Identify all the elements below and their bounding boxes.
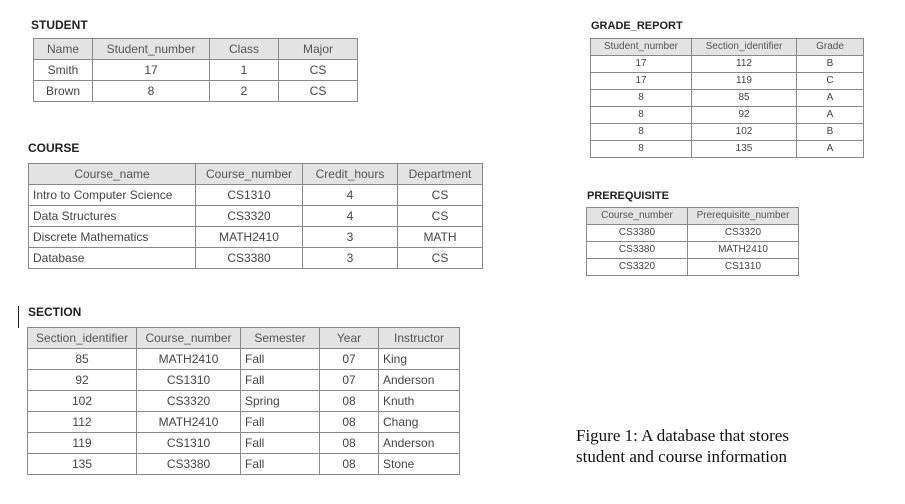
table-row: [29, 185, 483, 206]
cell: CS3380: [587, 242, 688, 259]
cell: 17: [93, 60, 210, 81]
caption-line-2: student and course information: [576, 447, 788, 466]
section-col-instructor: Instructor: [379, 328, 460, 349]
cell: Brown: [34, 81, 93, 102]
cell: 07: [320, 349, 379, 370]
cell: 2: [210, 81, 279, 102]
section-header-row: [28, 328, 460, 349]
cell: 119: [692, 73, 797, 90]
table-row: [587, 242, 799, 259]
cell: 08: [320, 412, 379, 433]
table-row: [28, 433, 460, 454]
grade-report-col-section-identifier: Section_identifier: [692, 39, 797, 56]
cell: Smith: [34, 60, 93, 81]
student-col-name: Name: [34, 39, 93, 60]
table-row: [591, 73, 864, 90]
cell: Fall: [241, 433, 320, 454]
table-row: [587, 259, 799, 276]
cell: 4: [303, 206, 398, 227]
cell: King: [379, 349, 460, 370]
student-title: STUDENT: [31, 18, 88, 32]
cell: C: [797, 73, 864, 90]
cell: CS: [398, 185, 483, 206]
table-row: [28, 349, 460, 370]
section-col-semester: Semester: [241, 328, 320, 349]
student-col-major: Major: [279, 39, 358, 60]
cell: CS3380: [196, 248, 303, 269]
table-row: [34, 81, 358, 102]
cell: 08: [320, 454, 379, 475]
cell: 8: [591, 124, 692, 141]
course-col-credit-hours: Credit_hours: [303, 164, 398, 185]
cell: CS: [398, 206, 483, 227]
cell: Fall: [241, 454, 320, 475]
table-row: [29, 227, 483, 248]
cell: 8: [591, 107, 692, 124]
cell: 08: [320, 391, 379, 412]
cell: A: [797, 90, 864, 107]
prerequisite-col-prerequisite-number: Prerequisite_number: [688, 208, 799, 225]
cell: CS: [398, 248, 483, 269]
table-row: [28, 412, 460, 433]
cell: Fall: [241, 349, 320, 370]
cell: Stone: [379, 454, 460, 475]
cell: 112: [692, 56, 797, 73]
course-table: [28, 163, 483, 269]
cell: 3: [303, 227, 398, 248]
cell: 119: [28, 433, 137, 454]
cell: CS1310: [196, 185, 303, 206]
table-row: [28, 454, 460, 475]
cell: CS3320: [587, 259, 688, 276]
cell: MATH2410: [196, 227, 303, 248]
cell: 8: [93, 81, 210, 102]
cell: Database: [29, 248, 196, 269]
prerequisite-header-row: [587, 208, 799, 225]
cell: Fall: [241, 370, 320, 391]
cell: CS3380: [137, 454, 241, 475]
student-header-row: [34, 39, 358, 60]
cell: CS: [279, 60, 358, 81]
cell: Knuth: [379, 391, 460, 412]
grade-report-col-grade: Grade: [797, 39, 864, 56]
prerequisite-table: [586, 207, 799, 276]
cell: 07: [320, 370, 379, 391]
course-title: COURSE: [28, 141, 80, 155]
cell: Data Structures: [29, 206, 196, 227]
section-col-section-identifier: Section_identifier: [28, 328, 137, 349]
cell: CS1310: [137, 370, 241, 391]
prerequisite-title: PREREQUISITE: [587, 190, 669, 202]
table-row: [29, 248, 483, 269]
table-row: [28, 391, 460, 412]
cell: Discrete Mathematics: [29, 227, 196, 248]
course-col-department: Department: [398, 164, 483, 185]
table-row: [591, 90, 864, 107]
cell: 17: [591, 73, 692, 90]
cell: 112: [28, 412, 137, 433]
section-col-course-number: Course_number: [137, 328, 241, 349]
cell: 135: [692, 141, 797, 158]
course-col-course-number: Course_number: [196, 164, 303, 185]
table-row: [591, 107, 864, 124]
figure-caption: [576, 425, 789, 467]
caption-line-1: Figure 1: A database that stores: [576, 426, 789, 445]
cell: 135: [28, 454, 137, 475]
table-row: [34, 60, 358, 81]
section-title: SECTION: [28, 305, 82, 319]
grade-report-title: GRADE_REPORT: [591, 20, 683, 32]
cell: 85: [692, 90, 797, 107]
cell: 08: [320, 433, 379, 454]
student-table: [33, 38, 358, 102]
cell: 3: [303, 248, 398, 269]
table-row: [587, 225, 799, 242]
cell: 8: [591, 141, 692, 158]
cell: 4: [303, 185, 398, 206]
cell: CS3320: [196, 206, 303, 227]
cell: A: [797, 141, 864, 158]
prerequisite-col-course-number: Course_number: [587, 208, 688, 225]
section-col-year: Year: [320, 328, 379, 349]
cell: 1: [210, 60, 279, 81]
cell: 92: [28, 370, 137, 391]
cell: MATH2410: [137, 349, 241, 370]
cell: MATH: [398, 227, 483, 248]
cell: MATH2410: [688, 242, 799, 259]
text-cursor: [18, 306, 19, 328]
cell: MATH2410: [137, 412, 241, 433]
cell: Spring: [241, 391, 320, 412]
cell: CS1310: [137, 433, 241, 454]
table-row: [29, 206, 483, 227]
cell: 8: [591, 90, 692, 107]
table-row: [28, 370, 460, 391]
course-col-course-name: Course_name: [29, 164, 196, 185]
cell: Chang: [379, 412, 460, 433]
cell: 17: [591, 56, 692, 73]
cell: 92: [692, 107, 797, 124]
section-table: [27, 327, 460, 475]
table-row: [591, 124, 864, 141]
cell: B: [797, 124, 864, 141]
cell: CS1310: [688, 259, 799, 276]
cell: 85: [28, 349, 137, 370]
cell: Anderson: [379, 433, 460, 454]
table-row: [591, 56, 864, 73]
grade-report-table: [590, 38, 864, 158]
cell: CS3320: [688, 225, 799, 242]
cell: CS3380: [587, 225, 688, 242]
cell: 102: [692, 124, 797, 141]
course-header-row: [29, 164, 483, 185]
grade-report-col-student-number: Student_number: [591, 39, 692, 56]
student-col-class: Class: [210, 39, 279, 60]
table-row: [591, 141, 864, 158]
cell: Fall: [241, 412, 320, 433]
cell: 102: [28, 391, 137, 412]
cell: Anderson: [379, 370, 460, 391]
cell: CS3320: [137, 391, 241, 412]
cell: Intro to Computer Science: [29, 185, 196, 206]
grade-report-header-row: [591, 39, 864, 56]
student-col-student-number: Student_number: [93, 39, 210, 60]
cell: B: [797, 56, 864, 73]
cell: CS: [279, 81, 358, 102]
cell: A: [797, 107, 864, 124]
